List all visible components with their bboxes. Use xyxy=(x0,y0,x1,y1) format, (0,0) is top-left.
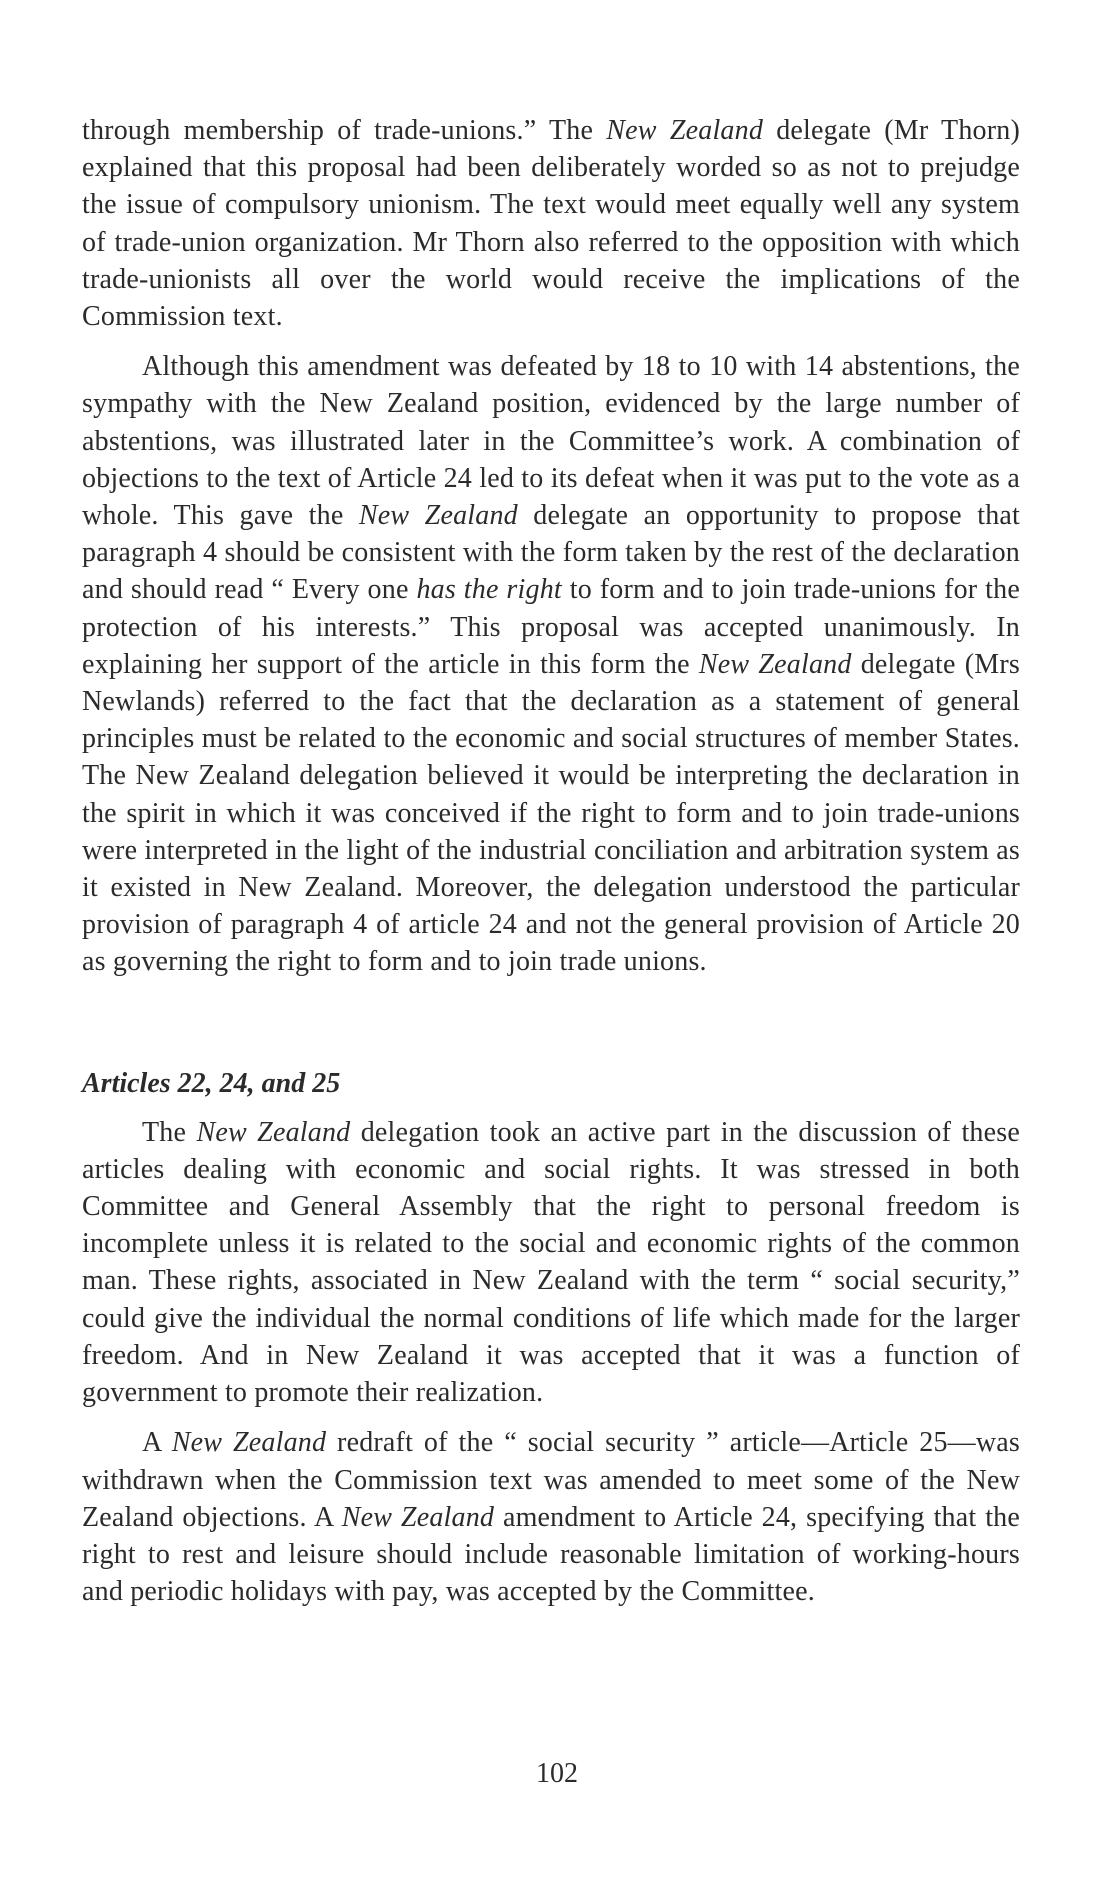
paragraph-2 xyxy=(82,348,1020,980)
paragraph-3-italic-a: New Zealand xyxy=(196,1116,351,1148)
paragraph-3-text-a: The xyxy=(142,1116,197,1148)
paragraph-1 xyxy=(82,112,1020,335)
paragraph-4-text-a: A xyxy=(142,1427,172,1459)
paragraph-1-italic-a: New Zealand xyxy=(606,115,764,146)
paragraph-2-text-a: Although this amendment was defeated by 18 to 10 with 14 abstentions, the sympathy with the New Zealand position, evidenced by the large number of abstentions, was illustrated later in the Committee’s work. A combination of objections to the text of Article 24 led to its defeat when it was put to the vote as a whole. This gave the xyxy=(82,351,1020,532)
paragraph-2-italic-a: New Zealand xyxy=(358,500,518,532)
page-number: 102 xyxy=(536,1758,578,1789)
paragraph-1-text-b: delegate (Mr Thorn) explained that this proposal had been deliberately worded so as not to prejudge the issue of compulsory unionism. The text would meet equally well any system of trade-union organization. Mr Thorn also referred to the opposition with which trade-unionists all over the world would receive the implications of the Commission text. xyxy=(82,115,1020,333)
paragraph-4 xyxy=(82,1424,1020,1610)
paragraph-2-text-c: to form and to join trade-unions for the protection of his interests.” This proposal was accepted unanimously. In explaining her support of the article in this form the xyxy=(82,574,1020,680)
paragraph-2-italic-c: New Zealand xyxy=(698,648,852,680)
paragraph-3 xyxy=(82,1114,1020,1412)
document-body xyxy=(82,112,1020,1610)
paragraph-4-text-b: redraft of the “ social security ” article—Article 25—was withdrawn when the Commission text was amended to meet some of the New Zealand objections. A xyxy=(82,1427,1020,1533)
section-heading: Articles 22, 24, and 25 xyxy=(82,1067,341,1099)
paragraph-4-italic-b: New Zealand xyxy=(341,1501,495,1533)
paragraph-2-italic-b: has the right xyxy=(416,574,562,606)
paragraph-3-text-b: delegation took an active part in the discussion of these articles dealing with economic and social rights. It was stressed in both Committee and General Assembly that the right to personal freedom is incomplete unless it is related to the social and economic rights of the common man. These rights, associated in New Zealand with the term “ social security,” could give the individual the normal conditions of life which made for the larger freedom. And in New Zealand it was accepted that it was a function of government to promote their realization. xyxy=(82,1116,1020,1409)
paragraph-2-text-b: delegate an opportunity to propose that paragraph 4 should be consistent with the form taken by the rest of the declaration and should read “ Every one xyxy=(82,500,1021,606)
paragraph-1-text-a: through membership of trade-unions.” The xyxy=(82,115,607,146)
paragraph-2-text-d: delegate (Mrs Newlands) referred to the fact that the declaration as a statement of general principles must be related to the economic and social structures of member States. The New Zealand delegation believed it would be interpreting the declaration in the spirit in which it was conceived if the right to form and to join trade-unions were interpreted in the light of the industrial conciliation and arbitration system as it existed in New Zealand. Moreover, the delegation understood the particular provision of paragraph 4 of article 24 and not the general provision of Article 20 as governing the right to form and to join trade unions. xyxy=(82,648,1021,978)
paragraph-4-italic-a: New Zealand xyxy=(171,1427,327,1459)
paragraph-4-text-c: amendment to Article 24, specifying that the right to rest and leisure should include reasonable limitation of working-hours and periodic holidays with pay, was accepted by the Committee. xyxy=(82,1501,1020,1608)
